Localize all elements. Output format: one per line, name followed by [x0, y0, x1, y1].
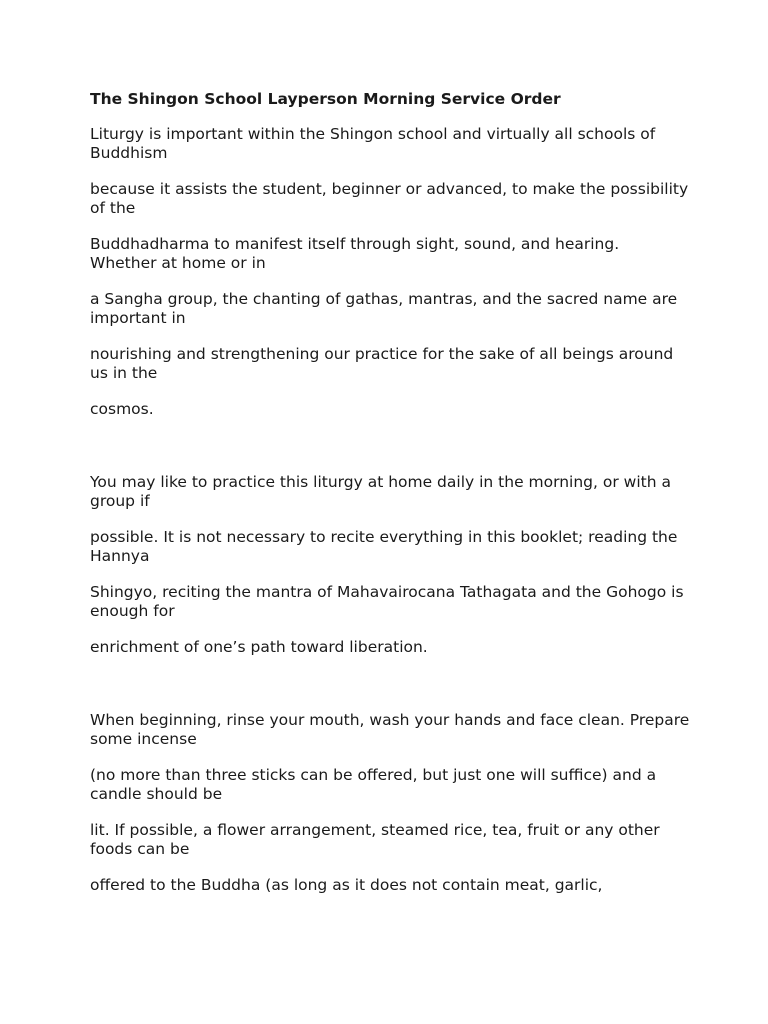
paragraph: Shingyo, reciting the mantra of Mahavairocana Tathagata and the Gohogo is enough for	[90, 583, 684, 620]
paragraph: nourishing and strengthening our practice for the sake of all beings around us in the	[90, 345, 674, 382]
paragraph: Buddhadharma to manifest itself through sight, sound, and hearing. Whether at home or in	[90, 235, 620, 272]
paragraph: offered to the Buddha (as long as it does not contain meat, garlic,	[90, 876, 603, 894]
document-body	[90, 88, 690, 912]
paragraph: (no more than three sticks can be offered, but just one will suffice) and a candle should be	[90, 766, 657, 803]
paragraph: cosmos.	[90, 400, 154, 418]
paragraph: a Sangha group, the chanting of gathas, mantras, and the sacred name are important in	[90, 290, 678, 327]
paragraph: When beginning, rinse your mouth, wash your hands and face clean. Prepare some incense	[90, 711, 690, 748]
paragraph: lit. If possible, a flower arrangement, steamed rice, tea, fruit or any other foods can be	[90, 821, 660, 858]
paragraph: because it assists the student, beginner or advanced, to make the possibility of the	[90, 180, 689, 217]
paragraph: possible. It is not necessary to recite everything in this booklet; reading the Hannya	[90, 528, 678, 565]
paragraph: You may like to practice this liturgy at home daily in the morning, or with a group if	[90, 473, 671, 510]
document-title: The Shingon School Layperson Morning Service Order	[90, 90, 561, 108]
paragraph: Liturgy is important within the Shingon school and virtually all schools of Buddhism	[90, 125, 656, 162]
paragraph: enrichment of one’s path toward liberation.	[90, 638, 428, 656]
